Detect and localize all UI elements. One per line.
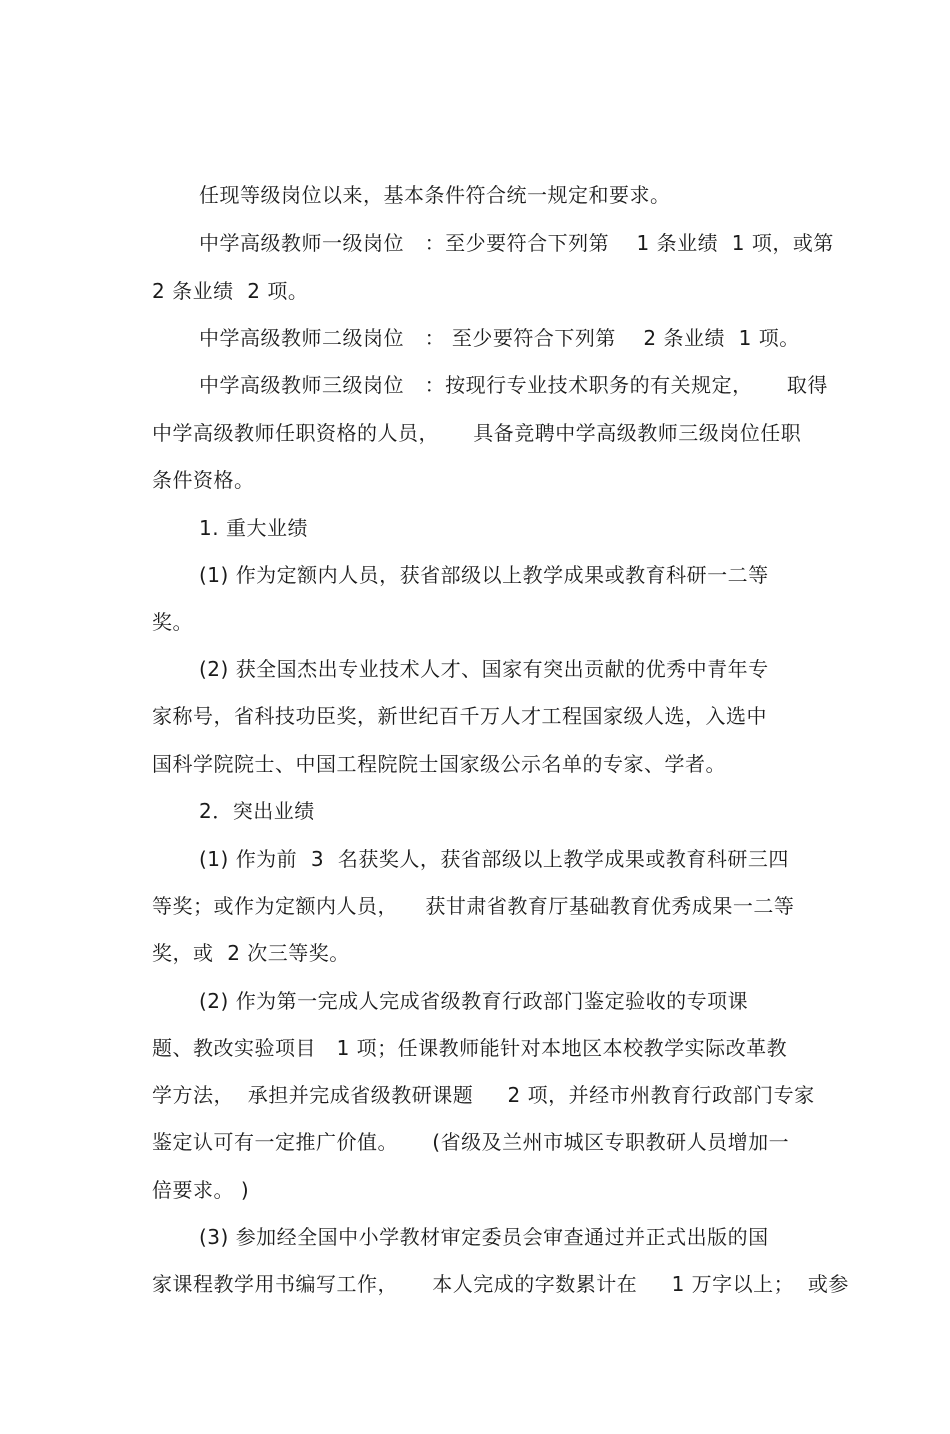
text-line: 题、教改实验项目 1 项；任课教师能针对本地区本校教学实际改革教 bbox=[152, 1036, 788, 1060]
text-line: 鉴定认可有一定推广价值。 (省级及兰州市城区专职教研人员增加一 bbox=[152, 1130, 790, 1154]
text-line: (2) 获全国杰出专业技术人才、国家有突出贡献的优秀中青年专 bbox=[199, 657, 769, 681]
text-line: 奖。 bbox=[152, 610, 193, 634]
text-line: (3) 参加经全国中小学教材审定委员会审查通过并正式出版的国 bbox=[199, 1225, 769, 1249]
text-line: 中学高级教师一级岗位 ：至少要符合下列第 1 条业绩 1 项，或第 bbox=[199, 231, 834, 255]
text-line: 中学高级教师二级岗位 ： 至少要符合下列第 2 条业绩 1 项。 bbox=[199, 326, 800, 350]
text-line: 等奖；或作为定额内人员， 获甘肃省教育厅基础教育优秀成果一二等 bbox=[152, 894, 795, 918]
text-line: 奖，或 2 次三等奖。 bbox=[152, 941, 350, 965]
text-line: 学方法， 承担并完成省级教研课题 2 项，并经市州教育行政部门专家 bbox=[152, 1083, 815, 1107]
section-heading: 2．突出业绩 bbox=[199, 799, 315, 823]
text-line: 条件资格。 bbox=[152, 468, 255, 492]
text-line: 家称号，省科技功臣奖，新世纪百千万人才工程国家级人选，入选中 bbox=[152, 704, 767, 728]
section-heading: 1. 重大业绩 bbox=[199, 516, 308, 540]
text-line: 倍要求。 ) bbox=[152, 1178, 250, 1202]
text-line: 2 条业绩 2 项。 bbox=[152, 279, 309, 303]
text-line: 中学高级教师三级岗位 ：按现行专业技术职务的有关规定， 取得 bbox=[199, 373, 828, 397]
text-line: 中学高级教师任职资格的人员， 具备竞聘中学高级教师三级岗位任职 bbox=[152, 421, 802, 445]
text-line: (1) 作为定额内人员，获省部级以上教学成果或教育科研一二等 bbox=[199, 563, 769, 587]
text-line: 任现等级岗位以来，基本条件符合统一规定和要求。 bbox=[199, 183, 671, 207]
text-line: 家课程教学用书编写工作， 本人完成的字数累计在 1 万字以上； 或参 bbox=[152, 1272, 849, 1296]
text-line: (2) 作为第一完成人完成省级教育行政部门鉴定验收的专项课 bbox=[199, 989, 749, 1013]
text-line: (1) 作为前 3 名获奖人，获省部级以上教学成果或教育科研三四 bbox=[199, 847, 789, 871]
text-line: 国科学院院士、中国工程院院士国家级公示名单的专家、学者。 bbox=[152, 752, 726, 776]
